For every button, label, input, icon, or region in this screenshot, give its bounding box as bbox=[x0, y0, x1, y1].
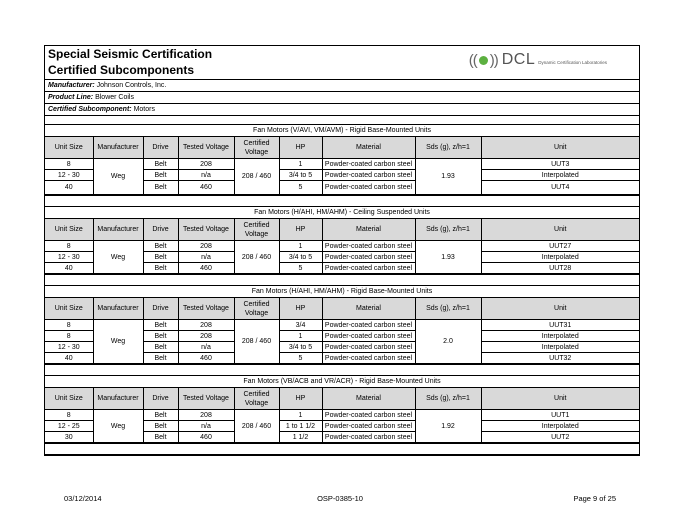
column-header: Certified Voltage bbox=[234, 137, 279, 159]
drive-cell: Belt bbox=[143, 410, 178, 421]
unit-cell: UUT3 bbox=[481, 159, 639, 170]
material-cell: Powder-coated carbon steel bbox=[322, 320, 415, 331]
manufacturer-cell: Weg bbox=[93, 320, 143, 364]
drive-cell: Belt bbox=[143, 241, 178, 252]
table-header-row bbox=[45, 137, 639, 159]
column-header: Sds (g), z/h=1 bbox=[415, 298, 481, 320]
hp-cell: 1 bbox=[279, 410, 322, 421]
material-cell: Powder-coated carbon steel bbox=[322, 241, 415, 252]
sds-cell: 1.92 bbox=[415, 410, 481, 443]
material-cell: Powder-coated carbon steel bbox=[322, 410, 415, 421]
sds-cell: 1.93 bbox=[415, 159, 481, 195]
drive-cell: Belt bbox=[143, 331, 178, 342]
subcomponent-row bbox=[45, 103, 639, 115]
logo-name: DCL bbox=[501, 51, 536, 68]
tested-voltage-cell: 460 bbox=[178, 353, 234, 364]
column-header: Unit Size bbox=[45, 219, 93, 241]
column-header: Material bbox=[322, 298, 415, 320]
section-gap bbox=[45, 274, 639, 285]
drive-cell: Belt bbox=[143, 170, 178, 181]
tested-voltage-cell: n/a bbox=[178, 252, 234, 263]
unit-cell: UUT31 bbox=[481, 320, 639, 331]
hp-cell: 1 bbox=[279, 331, 322, 342]
section-title: Fan Motors (VB/ACB and VR/ACR) - Rigid Base-Mounted Units bbox=[45, 375, 639, 387]
product-line-value: Blower Coils bbox=[95, 94, 134, 101]
footer-doc-number: OSP-0385-10 bbox=[317, 494, 363, 503]
material-cell: Powder-coated carbon steel bbox=[322, 181, 415, 195]
column-header: Sds (g), z/h=1 bbox=[415, 388, 481, 410]
column-header: Certified Voltage bbox=[234, 388, 279, 410]
certified-voltage-cell: 208 / 460 bbox=[234, 320, 279, 364]
unit-cell: UUT32 bbox=[481, 353, 639, 364]
hp-cell: 1 bbox=[279, 241, 322, 252]
unit-cell: Interpolated bbox=[481, 421, 639, 432]
material-cell: Powder-coated carbon steel bbox=[322, 421, 415, 432]
section-title: Fan Motors (H/AHI, HM/AHM) - Ceiling Suspended Units bbox=[45, 206, 639, 218]
column-header: Unit bbox=[481, 388, 639, 410]
tested-voltage-cell: n/a bbox=[178, 342, 234, 353]
unit-cell: UUT28 bbox=[481, 263, 639, 274]
product-line-label: Product Line: bbox=[48, 94, 94, 101]
column-header: HP bbox=[279, 388, 322, 410]
table-row bbox=[45, 241, 639, 252]
certified-voltage-cell: 208 / 460 bbox=[234, 241, 279, 274]
hp-cell: 3/4 to 5 bbox=[279, 342, 322, 353]
table-header-row bbox=[45, 388, 639, 410]
hp-cell: 5 bbox=[279, 263, 322, 274]
column-header: Drive bbox=[143, 137, 178, 159]
hp-cell: 3/4 to 5 bbox=[279, 252, 322, 263]
column-header: Unit Size bbox=[45, 388, 93, 410]
hp-cell: 3/4 bbox=[279, 320, 322, 331]
column-header: Drive bbox=[143, 388, 178, 410]
section-title: Fan Motors (V/AVI, VM/AVM) - Rigid Base-Mounted Units bbox=[45, 124, 639, 136]
manufacturer-cell: Weg bbox=[93, 241, 143, 274]
certified-voltage-cell: 208 / 460 bbox=[234, 410, 279, 443]
column-header: Drive bbox=[143, 298, 178, 320]
tested-voltage-cell: 460 bbox=[178, 181, 234, 195]
unit-cell: Interpolated bbox=[481, 252, 639, 263]
column-header: Manufacturer bbox=[93, 298, 143, 320]
logo-mark-left: (( bbox=[468, 51, 477, 69]
column-header: Tested Voltage bbox=[178, 298, 234, 320]
column-header: Drive bbox=[143, 219, 178, 241]
motor-table bbox=[45, 297, 639, 364]
column-header: Tested Voltage bbox=[178, 137, 234, 159]
drive-cell: Belt bbox=[143, 432, 178, 443]
material-cell: Powder-coated carbon steel bbox=[322, 342, 415, 353]
hp-cell: 1 to 1 1/2 bbox=[279, 421, 322, 432]
column-header: Unit Size bbox=[45, 298, 93, 320]
column-header: Manufacturer bbox=[93, 137, 143, 159]
unit-cell: Interpolated bbox=[481, 170, 639, 181]
logo-mark-icon bbox=[469, 52, 498, 69]
unit-size-cell: 12 - 25 bbox=[45, 421, 93, 432]
unit-size-cell: 30 bbox=[45, 432, 93, 443]
dcl-logo bbox=[469, 51, 607, 69]
column-header: Tested Voltage bbox=[178, 388, 234, 410]
column-header: Certified Voltage bbox=[234, 298, 279, 320]
table-row bbox=[45, 320, 639, 331]
column-header: Unit bbox=[481, 298, 639, 320]
table-header-row bbox=[45, 298, 639, 320]
drive-cell: Belt bbox=[143, 159, 178, 170]
unit-size-cell: 40 bbox=[45, 181, 93, 195]
unit-cell: Interpolated bbox=[481, 331, 639, 342]
tested-voltage-cell: 208 bbox=[178, 159, 234, 170]
drive-cell: Belt bbox=[143, 181, 178, 195]
tested-voltage-cell: 460 bbox=[178, 263, 234, 274]
title-line-1: Special Seismic Certification bbox=[48, 47, 213, 61]
section-title: Fan Motors (H/AHI, HM/AHM) - Rigid Base-Mounted Units bbox=[45, 285, 639, 297]
title-area bbox=[45, 46, 639, 79]
drive-cell: Belt bbox=[143, 320, 178, 331]
drive-cell: Belt bbox=[143, 252, 178, 263]
drive-cell: Belt bbox=[143, 263, 178, 274]
table-header-row bbox=[45, 219, 639, 241]
certification-sheet bbox=[44, 45, 640, 456]
column-header: HP bbox=[279, 137, 322, 159]
tested-voltage-cell: 208 bbox=[178, 331, 234, 342]
column-header: Unit bbox=[481, 137, 639, 159]
unit-size-cell: 8 bbox=[45, 320, 93, 331]
column-header: Unit bbox=[481, 219, 639, 241]
section-gap bbox=[45, 195, 639, 206]
unit-size-cell: 8 bbox=[45, 159, 93, 170]
sds-cell: 1.93 bbox=[415, 241, 481, 274]
motor-table bbox=[45, 387, 639, 443]
motor-table bbox=[45, 218, 639, 274]
product-line-row bbox=[45, 91, 639, 103]
unit-cell: Interpolated bbox=[481, 342, 639, 353]
column-header: Material bbox=[322, 137, 415, 159]
hp-cell: 1 1/2 bbox=[279, 432, 322, 443]
material-cell: Powder-coated carbon steel bbox=[322, 170, 415, 181]
unit-size-cell: 12 - 30 bbox=[45, 170, 93, 181]
hp-cell: 1 bbox=[279, 159, 322, 170]
unit-size-cell: 40 bbox=[45, 263, 93, 274]
footer-page: Page 9 of 25 bbox=[573, 494, 616, 503]
tested-voltage-cell: n/a bbox=[178, 421, 234, 432]
unit-cell: UUT4 bbox=[481, 181, 639, 195]
unit-size-cell: 12 - 30 bbox=[45, 252, 93, 263]
column-header: Sds (g), z/h=1 bbox=[415, 219, 481, 241]
column-header: Manufacturer bbox=[93, 388, 143, 410]
manufacturer-label: Manufacturer: bbox=[48, 82, 95, 89]
column-header: Material bbox=[322, 388, 415, 410]
logo-subtitle: Dynamic Certification Laboratories bbox=[538, 59, 607, 65]
unit-cell: UUT27 bbox=[481, 241, 639, 252]
sections-container bbox=[45, 124, 639, 454]
title-line-2: Certified Subcomponents bbox=[48, 63, 195, 77]
column-header: Certified Voltage bbox=[234, 219, 279, 241]
tested-voltage-cell: 208 bbox=[178, 320, 234, 331]
drive-cell: Belt bbox=[143, 342, 178, 353]
column-header: HP bbox=[279, 298, 322, 320]
column-header: HP bbox=[279, 219, 322, 241]
column-header: Sds (g), z/h=1 bbox=[415, 137, 481, 159]
column-header: Tested Voltage bbox=[178, 219, 234, 241]
section-gap bbox=[45, 364, 639, 375]
manufacturer-cell: Weg bbox=[93, 410, 143, 443]
manufacturer-value: Johnson Controls, Inc. bbox=[96, 82, 167, 89]
drive-cell: Belt bbox=[143, 421, 178, 432]
unit-cell: UUT2 bbox=[481, 432, 639, 443]
material-cell: Powder-coated carbon steel bbox=[322, 159, 415, 170]
subcomponent-value: Motors bbox=[133, 106, 155, 113]
table-row bbox=[45, 410, 639, 421]
material-cell: Powder-coated carbon steel bbox=[322, 263, 415, 274]
material-cell: Powder-coated carbon steel bbox=[322, 353, 415, 364]
table-row bbox=[45, 159, 639, 170]
section-gap bbox=[45, 443, 639, 454]
column-header: Manufacturer bbox=[93, 219, 143, 241]
column-header: Material bbox=[322, 219, 415, 241]
sds-cell: 2.0 bbox=[415, 320, 481, 364]
subcomponent-label: Certified Subcomponent: bbox=[48, 106, 132, 113]
tested-voltage-cell: 460 bbox=[178, 432, 234, 443]
tested-voltage-cell: n/a bbox=[178, 170, 234, 181]
material-cell: Powder-coated carbon steel bbox=[322, 331, 415, 342]
logo-dot-icon bbox=[479, 56, 488, 65]
material-cell: Powder-coated carbon steel bbox=[322, 252, 415, 263]
unit-size-cell: 8 bbox=[45, 241, 93, 252]
tested-voltage-cell: 208 bbox=[178, 241, 234, 252]
drive-cell: Belt bbox=[143, 353, 178, 364]
tested-voltage-cell: 208 bbox=[178, 410, 234, 421]
manufacturer-cell: Weg bbox=[93, 159, 143, 195]
material-cell: Powder-coated carbon steel bbox=[322, 432, 415, 443]
logo-mark-right: )) bbox=[489, 51, 498, 69]
hp-cell: 3/4 to 5 bbox=[279, 170, 322, 181]
motor-table bbox=[45, 136, 639, 195]
manufacturer-row bbox=[45, 79, 639, 91]
hp-cell: 5 bbox=[279, 181, 322, 195]
hp-cell: 5 bbox=[279, 353, 322, 364]
unit-cell: UUT1 bbox=[481, 410, 639, 421]
unit-size-cell: 12 - 30 bbox=[45, 342, 93, 353]
unit-size-cell: 40 bbox=[45, 353, 93, 364]
unit-size-cell: 8 bbox=[45, 410, 93, 421]
unit-size-cell: 8 bbox=[45, 331, 93, 342]
footer-date: 03/12/2014 bbox=[64, 494, 102, 503]
spacer-row bbox=[45, 115, 639, 124]
certified-voltage-cell: 208 / 460 bbox=[234, 159, 279, 195]
column-header: Unit Size bbox=[45, 137, 93, 159]
